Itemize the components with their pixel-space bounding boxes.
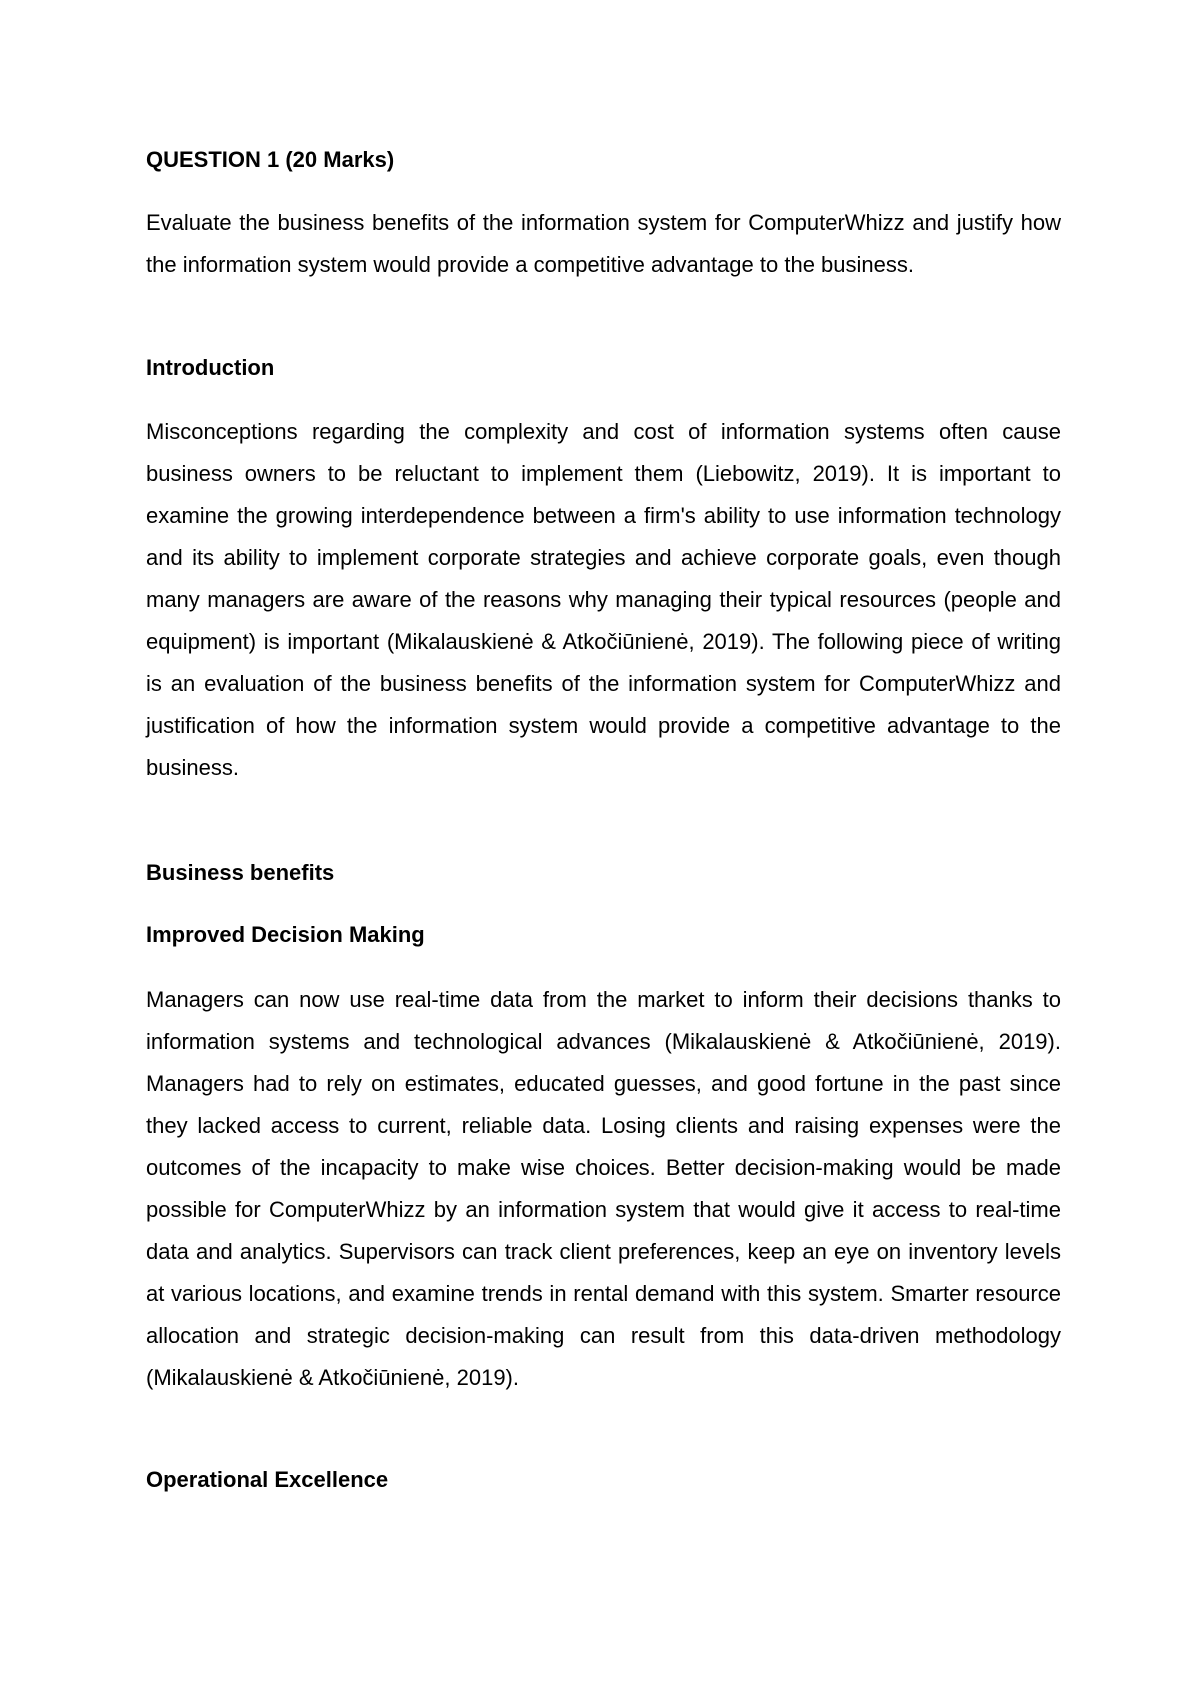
question-prompt: Evaluate the business benefits of the information system for ComputerWhizz and justify how the information system would provide a competitive advantage to the business. [146, 210, 1061, 277]
improved-decision-making-body: Managers can now use real-time data from the market to inform their decisions thanks to information systems and technological advances (Mikalauskienė & Atkočiūnienė, 2019). Managers had to rely on estimates, educated guesses, and good fortune in the past since they lacked access to current, reliable data. Losing clients and raising expenses were the outcomes of the incapacity to make wise choices. Better decision-making would be made possible for ComputerWhizz by an information system that would give it access to real-time data and analytics. Supervisors can track client preferences, keep an eye on inventory levels at various locations, and examine trends in rental demand with this system. Smarter resource allocation and strategic decision-making can result from this data-driven methodology (Mikalauskienė & Atkočiūnienė, 2019). [146, 987, 1061, 1390]
improved-decision-making-heading: Improved Decision Making [146, 922, 425, 947]
operational-excellence-heading: Operational Excellence [146, 1467, 389, 1492]
introduction-heading: Introduction [146, 355, 275, 380]
business-benefits-heading: Business benefits [146, 860, 335, 885]
question-title: QUESTION 1 (20 Marks) [146, 147, 395, 172]
introduction-body: Misconceptions regarding the complexity and cost of information systems often cause business owners to be reluctant to implement them (Liebowitz, 2019). It is important to examine the growing interdependence between a firm's ability to use information technology and its ability to implement corporate strategies and achieve corporate goals, even though many managers are aware of the reasons why managing their typical resources (people and equipment) is important (Mikalauskienė & Atkočiūnienė, 2019). The following piece of writing is an evaluation of the business benefits of the information system for ComputerWhizz and justification of how the information system would provide a competitive advantage to the business. [146, 419, 1061, 780]
